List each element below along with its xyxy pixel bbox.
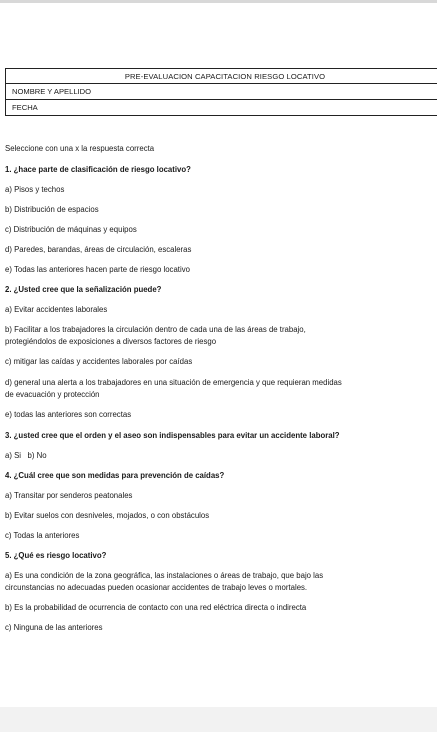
q2-option-d-cont: de evacuación y protección: [5, 390, 100, 399]
q5-option-a-cont: circunstancias no adecuadas pueden ocasionar accidentes de trabajo leves o mortales.: [5, 583, 308, 592]
q4-option-c[interactable]: c) Todas la anteriores: [5, 531, 80, 540]
q1-option-a[interactable]: a) Pisos y techos: [5, 185, 65, 194]
q5-option-b[interactable]: b) Es la probabilidad de ocurrencia de contacto con una red eléctrica directa o indirecta: [5, 603, 307, 612]
q1-option-c[interactable]: c) Distribución de máquinas y equipos: [5, 225, 137, 234]
q4-option-a[interactable]: a) Transitar por senderos peatonales: [5, 491, 133, 500]
q3-options[interactable]: a) Si b) No: [5, 451, 47, 460]
question-4: 4. ¿Cuál cree que son medidas para prevención de caídas?: [5, 471, 225, 480]
q1-option-b[interactable]: b) Distribución de espacios: [5, 205, 99, 214]
q2-option-a[interactable]: a) Evitar accidentes laborales: [5, 305, 108, 314]
q1-option-d[interactable]: d) Paredes, barandas, áreas de circulación, escaleras: [5, 245, 192, 254]
form-title: PRE-EVALUACION CAPACITACION RIESGO LOCATIVO: [6, 69, 437, 84]
q2-option-c[interactable]: c) mitigar las caídas y accidentes laborales por caídas: [5, 357, 193, 366]
q5-option-a[interactable]: a) Es una condición de la zona geográfica, las instalaciones o áreas de trabajo, que bajo las: [5, 571, 324, 580]
question-2: 2. ¿Usted cree que la señalización puede?: [5, 285, 162, 294]
instructions: Seleccione con una x la respuesta correcta: [5, 144, 155, 153]
q4-option-b[interactable]: b) Evitar suelos con desniveles, mojados, o con obstáculos: [5, 511, 210, 520]
q2-option-d[interactable]: d) general una alerta a los trabajadores en una situación de emergencia y que requieran medidas: [5, 378, 342, 387]
q1-option-e[interactable]: e) Todas las anteriores hacen parte de riesgo locativo: [5, 265, 190, 274]
question-5: 5. ¿Qué es riesgo locativo?: [5, 551, 107, 560]
question-1: 1. ¿hace parte de clasificación de riesgo locativo?: [5, 165, 191, 174]
date-field[interactable]: FECHA: [6, 100, 437, 116]
q2-option-b[interactable]: b) Facilitar a los trabajadores la circulación dentro de cada una de las áreas de trabajo,: [5, 325, 306, 334]
q2-option-b-cont: protegiéndolos de exposiciones a diversos factores de riesgo: [5, 337, 217, 346]
q2-option-e[interactable]: e) todas las anteriores son correctas: [5, 410, 132, 419]
name-field[interactable]: NOMBRE Y APELLIDO: [6, 84, 437, 100]
q5-option-c[interactable]: c) Ninguna de las anteriores: [5, 623, 103, 632]
header-table: [5, 68, 437, 116]
bottom-margin: [0, 707, 437, 732]
question-3: 3. ¿usted cree que el orden y el aseo son indispensables para evitar un accidente laboral?: [5, 431, 340, 440]
